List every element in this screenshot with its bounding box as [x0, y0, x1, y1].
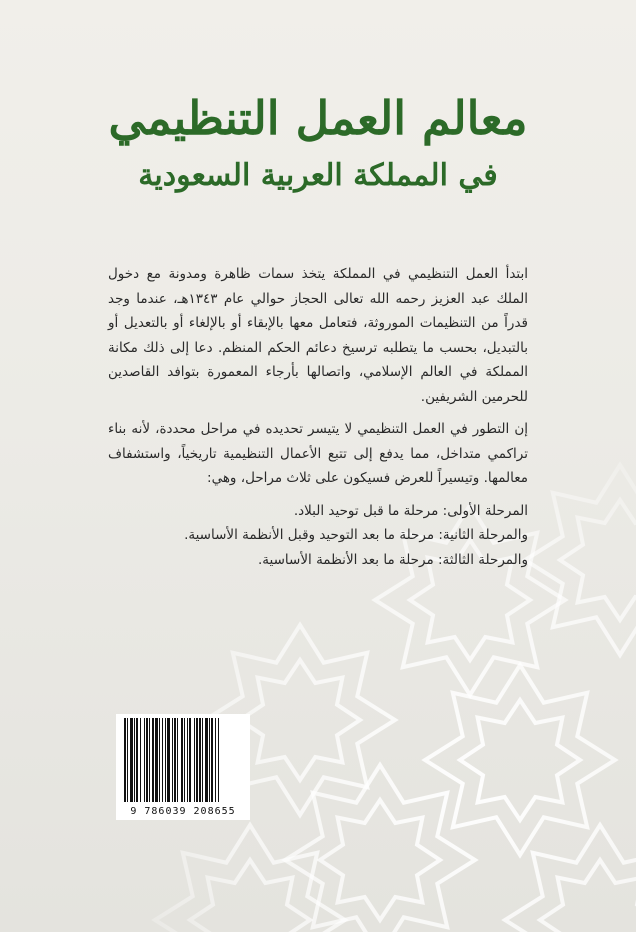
barcode-bar — [196, 718, 198, 802]
barcode-bar — [177, 718, 178, 802]
barcode-bar — [202, 718, 203, 802]
pattern-star — [190, 860, 310, 932]
barcode-bar — [205, 718, 208, 802]
blurb-paragraph-1: ابتدأ العمل التنظيمي في المملكة يتخذ سمات ظاهرة ومدونة مع دخول الملك عبد العزيز رحمه الله تعالى الحجاز حوالي عام ١٣٤٣هـ، عندما وجد قدراً من التنظيمات الموروثة، فتعامل معها بالإبقاء أو بالإلغاء أو بالتعديل أو بالتبديل، بحسب ما يتطلبه ترسيخ دعائم الحكم المنظم. دعا إلى ذلك مكانة المملكة في العالم الإسلامي، واتصالها بأرجاء المعمورة بتوافد القاصدين للحرمين الشريفين. — [108, 266, 529, 405]
barcode-bar — [194, 718, 195, 802]
barcode-bar — [218, 718, 219, 802]
isbn-barcode — [116, 714, 250, 820]
pattern-star — [320, 800, 440, 920]
barcode-bar — [174, 718, 176, 802]
barcode-bar — [199, 718, 201, 802]
barcode-bar — [165, 718, 166, 802]
barcode-bar — [146, 718, 148, 802]
barcode-bar — [124, 718, 126, 802]
barcode-bar — [134, 718, 135, 802]
barcode-bar — [187, 718, 188, 802]
barcode-bar — [215, 718, 216, 802]
stages-list — [108, 499, 528, 573]
book-title: معالم العمل التنظيمي — [108, 91, 528, 145]
book-subtitle: في المملكة العربية السعودية — [138, 158, 498, 193]
title-block — [0, 88, 636, 198]
barcode-bar — [136, 718, 138, 802]
barcode-bar — [162, 718, 163, 802]
barcode-bar — [159, 718, 160, 802]
barcode-bar — [149, 718, 150, 802]
barcode-bar — [140, 718, 141, 802]
barcode-bar — [209, 718, 210, 802]
stage-item-3: والمرحلة الثالثة: مرحلة ما بعد الأنظمة الأساسية. — [257, 551, 528, 568]
pattern-star — [240, 660, 360, 780]
barcode-bar — [152, 718, 154, 802]
barcode-bar — [189, 718, 191, 802]
pattern-star — [525, 465, 636, 655]
stage-item-1: المرحلة الأولى: مرحلة ما قبل توحيد البلاد. — [293, 502, 528, 519]
pattern-star — [425, 665, 615, 855]
pattern-star — [460, 700, 580, 820]
blurb — [108, 262, 528, 572]
pattern-star — [540, 860, 636, 932]
barcode-bar — [181, 718, 183, 802]
stage-item-2: والمرحلة الثانية: مرحلة ما بعد التوحيد وقبل الأنظمة الأساسية. — [184, 527, 528, 543]
barcode-bar — [172, 718, 173, 802]
barcode-bar — [130, 718, 133, 802]
barcode-bar — [211, 718, 213, 802]
barcode-bar — [127, 718, 128, 802]
barcode-bars — [120, 718, 246, 802]
barcode-bar — [184, 718, 185, 802]
pattern-star — [560, 500, 636, 620]
barcode-bar — [155, 718, 158, 802]
barcode-bar — [144, 718, 145, 802]
isbn-number: 9 786039 208655 — [130, 806, 236, 817]
blurb-paragraph-2: إن التطور في العمل التنظيمي لا يتيسر تحديده في مراحل محددة، لأنه بناء تراكمي متداخل، مما يدفع إلى تتبع الأعمال التنظيمية تاريخياً، واستشفاف معالمها. وتيسيراً للعرض فسيكون على ثلاث مراحل، وهي: — [108, 421, 528, 486]
barcode-bar — [167, 718, 170, 802]
